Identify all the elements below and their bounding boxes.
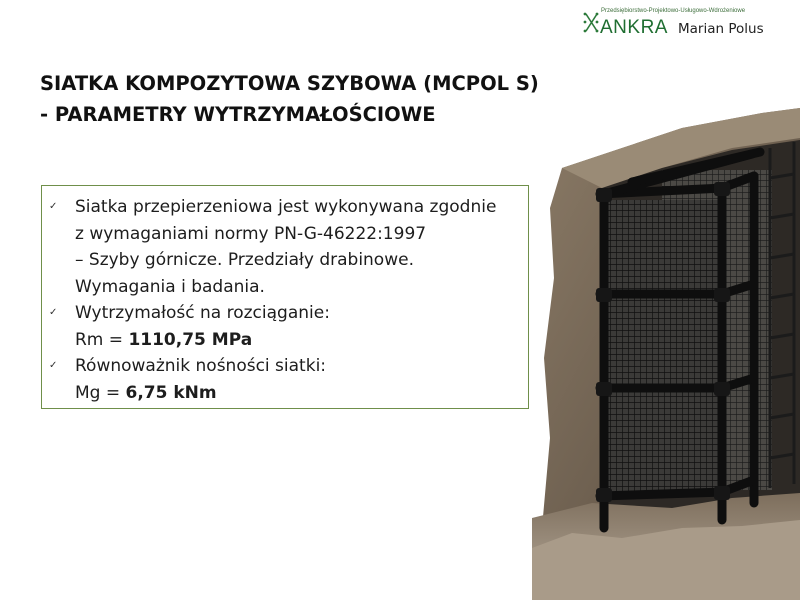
checkmark-icon: ✓ xyxy=(49,307,58,318)
title-line-1: SIATKA KOMPOZYTOWA SZYBOWA (MCPOL S) xyxy=(40,72,539,95)
parameters-box xyxy=(41,185,529,409)
tensile-strength-row xyxy=(75,327,518,354)
slide-title xyxy=(40,68,539,130)
parameters-list xyxy=(42,194,518,406)
front-mesh-panel-3 xyxy=(604,392,722,492)
logo-tagline: Przedsiębiorstwo-Projektowo-Usługowo-Wdrożeniowe xyxy=(601,8,746,14)
list-item xyxy=(42,300,518,353)
bullet-1-line-1: Siatka przepierzeniowa jest wykonywana zgodnie xyxy=(75,197,497,217)
front-mesh-panel-1 xyxy=(604,200,722,290)
company-logo xyxy=(583,8,783,42)
front-mesh-panel-2 xyxy=(604,298,722,384)
checkmark-icon: ✓ xyxy=(49,201,58,212)
checkmark-icon: ✓ xyxy=(49,360,58,371)
tensile-strength-label: Wytrzymałość na rozciąganie: xyxy=(75,303,330,323)
list-item xyxy=(42,194,518,300)
tensile-strength-value: 1110,75 MPa xyxy=(128,329,253,350)
title-line-2: - PARAMETRY WYTRZYMAŁOŚCIOWE xyxy=(40,103,436,126)
logo-brand: ANKRA xyxy=(600,17,668,38)
tensile-strength-prefix: Rm = xyxy=(75,329,129,350)
bullet-1-line-3: – Szyby górnicze. Przedziały drabinowe. xyxy=(75,250,414,270)
list-item xyxy=(42,353,518,406)
load-capacity-value: 6,75 kNm xyxy=(125,382,217,403)
logo-owner-name: Marian Polus xyxy=(678,21,764,37)
load-capacity-row xyxy=(75,380,518,407)
load-capacity-prefix: Mg = xyxy=(75,382,126,403)
load-capacity-label: Równoważnik nośności siatki: xyxy=(75,356,327,376)
bullet-1-line-2: z wymaganiami normy PN-G-46222:1997 xyxy=(75,223,427,244)
logo-mark-icon xyxy=(583,11,599,33)
bullet-1-line-4: Wymagania i badania. xyxy=(75,276,265,297)
shaft-mesh-illustration xyxy=(532,108,800,600)
